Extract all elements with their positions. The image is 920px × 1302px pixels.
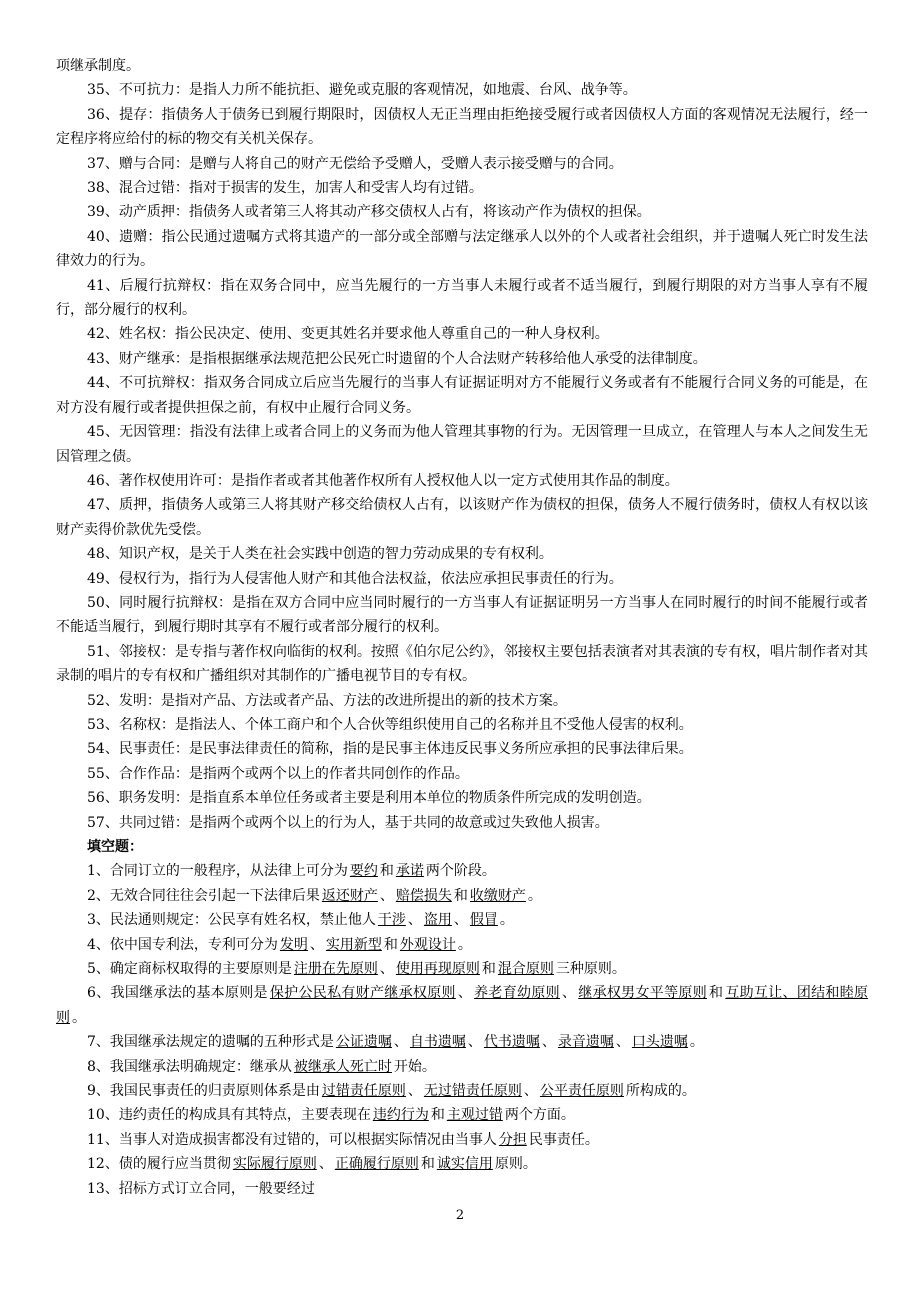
definition-56: 56、职务发明：是指直系本单位任务或者主要是利用本单位的物质条件所完成的发明创造。 (87, 790, 651, 807)
answer-blank: 自书遗嘱 (409, 1034, 466, 1051)
definition-40: 40、遗赠：指公民通过遗嘱方式将其遗产的一部分或全部赠与法定继承人以外的个人或者社会组织，并于遗嘱人死亡时发生法律效力的行为。 (56, 228, 868, 270)
answer-blank: 混合原则 (497, 961, 554, 978)
answer-blank: 录音遗嘱 (557, 1034, 614, 1051)
page-number: 2 (455, 1208, 465, 1223)
fill-question-7: 7、我国继承法规定的遗嘱的五种形式是 公证遗嘱 、 自书遗嘱 、 代书遗嘱 、 录音遗嘱 、 口头遗嘱 。 (87, 1034, 704, 1051)
answer-blank: 赔偿损失 (395, 887, 452, 904)
fill-question-13: 13、招标方式订立合同，一般要经过 (87, 1180, 315, 1197)
answer-blank: 代书遗嘱 (483, 1034, 540, 1051)
definition-53: 53、名称权：是指法人、个体工商户和个人合伙等组织使用自己的名称并且不受他人侵害的权利。 (87, 716, 693, 733)
answer-blank: 正确履行原则 (334, 1156, 419, 1173)
fill-question-5: 5、确定商标权取得的主要原则是 注册在先原则 、 使用再现原则 和 混合原则 三种原则。 (87, 961, 626, 978)
definition-45: 45、无因管理：指没有法律上或者合同上的义务而为他人管理其事物的行为。无因管理一旦成立，在管理人与本人之间发生无因管理之债。 (56, 424, 868, 465)
fill-question-11: 11、当事人对造成损害都没有过错的，可以根据实际情况由当事人 分担 民事责任。 (87, 1131, 599, 1148)
fill-question-10: 10、违约责任的构成具有其特点，主要表现在 违约行为 和 主观过错 两个方面。 (87, 1107, 575, 1124)
fill-in-heading: 填空题： (87, 839, 143, 855)
answer-blank: 被继承人死亡时 (293, 1058, 392, 1075)
definition-43: 43、财产继承：是指根据继承法规范把公民死亡时遗留的个人合法财产转移给他人承受的法律制度。 (87, 350, 707, 367)
answer-blank: 注册在先原则 (293, 961, 378, 978)
answer-blank: 实际履行原则 (232, 1156, 317, 1173)
answer-blank: 保护公民私有财产继承权原则 (269, 985, 456, 1002)
answer-blank: 返还财产 (321, 887, 378, 904)
answer-blank: 继承权男女平等原则 (578, 985, 707, 1002)
document-page (56, 54, 868, 1201)
answer-blank: 分担 (498, 1131, 527, 1148)
answer-blank: 干涉 (377, 912, 406, 929)
fill-question-2: 2、无效合同往往会引起一下法律后果 返还财产 、 赔偿损失 和 收缴财产 。 (87, 887, 542, 904)
fill-question-6: 6、我国继承法的基本原则是 保护公民私有财产继承权原则 、 养老育幼原则 、 继承权男女平等原则 和 互助互让、团结和睦原则 。 (56, 985, 869, 1026)
answer-blank: 养老育幼原则 (474, 985, 560, 1002)
definition-50: 50、同时履行抗辩权：是指在双方合同中应当同时履行的一方当事人有证据证明另一方当事人在同时履行的时间不能履行或者不能适当履行，到履行期时其享有不履行或者部分履行的权利。 (56, 594, 868, 636)
answer-blank: 主观过错 (446, 1107, 503, 1124)
paragraph-continuation: 项继承制度。 (56, 58, 140, 74)
definition-36: 36、提存：指债务人于债务已到履行期限时，因债权人无正当理由拒绝接受履行或者因债权人方面的客观情况无法履行，经一定程序将应给付的标的物交有关机关保存。 (56, 106, 868, 148)
definition-35: 35、不可抗力：是指人力所不能抗拒、避免或克服的客观情况，如地震、台风、战争等。 (87, 82, 637, 99)
fill-question-12: 12、债的履行应当贯彻 实际履行原则 、 正确履行原则 和 诚实信用 原则。 (87, 1156, 537, 1173)
answer-blank: 假冒 (469, 912, 498, 929)
definition-47: 47、质押，指债务人或第三人将其财产移交给债权人占有，以该财产作为债权的担保，债务人不履行债务时，债权人有权以该财产卖得价款优先受偿。 (56, 497, 868, 538)
definition-44: 44、不可抗辩权：指双务合同成立后应当先履行的当事人有证据证明对方不能履行义务或者有不能履行合同义务的可能是，在对方没有履行或者提供担保之前，有权中止履行合同义务。 (56, 375, 868, 416)
fill-question-3: 3、民法通则规定：公民享有姓名权，禁止他人 干涉 、 盗用 、 假冒 。 (87, 912, 514, 929)
definition-52: 52、发明：是指对产品、方法或者产品、方法的改进所提出的新的技术方案。 (87, 692, 567, 709)
answer-blank: 承诺 (395, 863, 424, 880)
definition-46: 46、著作权使用许可：是指作者或者其他著作权所有人授权他人以一定方式使用其作品的制度。 (87, 472, 679, 489)
answer-blank: 外观设计 (399, 936, 456, 953)
answer-blank: 发明 (279, 936, 308, 953)
answer-blank: 违约行为 (372, 1107, 429, 1124)
answer-blank: 使用再现原则 (395, 961, 480, 978)
answer-blank: 实用新型 (325, 936, 382, 953)
definition-37: 37、赠与合同：是赠与人将自己的财产无偿给予受赠人，受赠人表示接受赠与的合同。 (87, 155, 623, 172)
definition-48: 48、知识产权，是关于人类在社会实践中创造的智力劳动成果的专有权利。 (87, 546, 553, 563)
fill-question-9: 9、我国民事责任的归责原则体系是由 过错责任原则 、 无过错责任原则 、 公平责任原则 所构成的。 (87, 1083, 696, 1100)
definition-51: 51、邻接权：是专指与著作权向临街的权利。按照《伯尔尼公约》，邻接权主要包括表演者对其表演的专有权，唱片制作者对其录制的唱片的专有权和广播组织对其制作的广播电视节目的专有权。 (56, 643, 868, 685)
answer-blank: 无过错责任原则 (423, 1083, 522, 1100)
fill-question-1: 1、合同订立的一般程序，从法律上可分为 要约 和 承诺 两个阶段。 (87, 863, 496, 880)
answer-blank: 诚实信用 (436, 1156, 493, 1173)
answer-blank: 口头遗嘱 (631, 1034, 688, 1051)
definition-49: 49、侵权行为，指行为人侵害他人财产和其他合法权益，依法应承担民事责任的行为。 (87, 570, 623, 587)
fill-question-4: 4、依中国专利法，专利可分为 发明 、 实用新型 和 外观设计 。 (87, 936, 472, 953)
fill-question-8: 8、我国继承法明确规定：继承从 被继承人死亡时 开始。 (87, 1058, 436, 1075)
answer-blank: 收缴财产 (469, 887, 526, 904)
definition-41: 41、后履行抗辩权：指在双务合同中，应当先履行的一方当事人未履行或者不适当履行，到履行期限的对方当事人享有不履行，部分履行的权利。 (56, 277, 868, 319)
answer-blank: 过错责任原则 (321, 1083, 406, 1100)
definition-42: 42、姓名权：指公民决定、使用、变更其姓名并要求他人尊重自己的一种人身权利。 (87, 326, 609, 343)
answer-blank: 盗用 (423, 912, 452, 929)
definition-57: 57、共同过错：是指两个或两个以上的行为人，基于共同的故意或过失致他人损害。 (87, 814, 609, 831)
definition-54: 54、民事责任：是民事法律责任的简称，指的是民事主体违反民事义务所应承担的民事法律后果。 (87, 741, 693, 758)
answer-blank: 互助互让、团结和睦原则 (56, 985, 869, 1026)
answer-blank: 公证遗嘱 (335, 1034, 392, 1051)
answer-blank: 要约 (349, 863, 378, 880)
definition-55: 55、合作作品：是指两个或两个以上的作者共同创作的作品。 (87, 765, 469, 782)
definition-39: 39、动产质押：指债务人或者第三人将其动产移交债权人占有，将该动产作为债权的担保。 (87, 204, 651, 221)
answer-blank: 公平责任原则 (539, 1083, 624, 1100)
definition-38: 38、混合过错：指对于损害的发生，加害人和受害人均有过错。 (87, 180, 483, 197)
